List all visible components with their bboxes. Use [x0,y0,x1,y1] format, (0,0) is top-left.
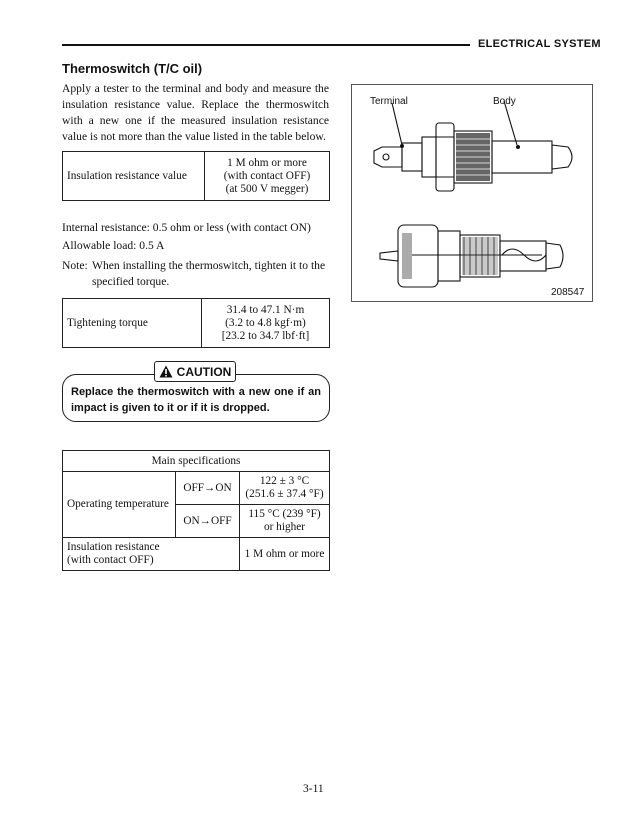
torque-value [202,299,330,348]
note-text-line2: specified torque. [92,275,170,288]
figure-label-body: Body [493,96,516,107]
caution-tab [154,361,236,382]
note-text-line1: When installing the thermoswitch, tighten it to the [92,259,326,272]
section-title: Thermoswitch (T/C oil) [62,61,203,76]
note-label: Note: [62,259,88,272]
insulation-value-line3: (at 500 V megger) [225,182,309,195]
warning-triangle-icon [159,365,173,378]
off-on-value-line1: 122 ± 3 °C [259,475,310,487]
internal-resistance: Internal resistance: 0.5 ohm or less (with contact ON) [62,221,311,234]
insulation-resistance-label-line1: Insulation resistance [67,541,160,553]
figure-number: 208547 [551,287,585,298]
on-off-value-line2: or higher [263,521,306,533]
off-on-label: OFF→ON [176,472,240,505]
header-title: ELECTRICAL SYSTEM [478,38,601,50]
caution-label: CAUTION [176,364,232,379]
insulation-resistance-value: 1 M ohm or more [240,538,330,571]
intro-paragraph: Apply a tester to the terminal and body and measure the insulation resistance value. Replace the thermoswitch with a new one if the measured insulation resistance value is not more than the value listed in the table below. [62,82,329,143]
note [62,258,330,290]
off-on-value-line2: (251.6 ± 37.4 °F) [245,488,324,500]
on-off-label: ON→OFF [176,505,240,538]
operating-temperature-label: Operating temperature [63,472,176,538]
off-on-value [240,472,330,505]
allowable-load: Allowable load: 0.5 A [62,239,165,252]
torque-value-line3: [23.2 to 34.7 lbf·ft] [221,329,310,342]
figure-label-terminal: Terminal [370,96,408,107]
torque-value-line2: (3.2 to 4.8 kgf·m) [225,316,306,329]
thermoswitch-drawing [352,85,592,301]
insulation-table [62,151,330,201]
on-off-value [240,505,330,538]
insulation-value-line1: 1 M ohm or more [227,156,307,169]
thermoswitch-diagram [351,84,593,302]
torque-label: Tightening torque [63,299,202,348]
header-rule [62,44,470,46]
torque-table [62,298,330,348]
torque-value-line1: 31.4 to 47.1 N·m [226,303,305,316]
page-number: 3-11 [303,783,324,795]
caution-text: Replace the thermoswitch with a new one if an impact is given to it or if it is dropped. [71,386,321,414]
insulation-value [205,152,330,201]
on-off-value-line1: 115 °C (239 °F) [248,508,321,520]
main-specs-header: Main specifications [63,451,330,472]
main-specifications-table [62,450,330,571]
insulation-label: Insulation resistance value [63,152,205,201]
insulation-resistance-label [63,538,240,571]
insulation-resistance-label-line2: (with contact OFF) [67,554,154,566]
insulation-value-line2: (with contact OFF) [223,169,311,182]
